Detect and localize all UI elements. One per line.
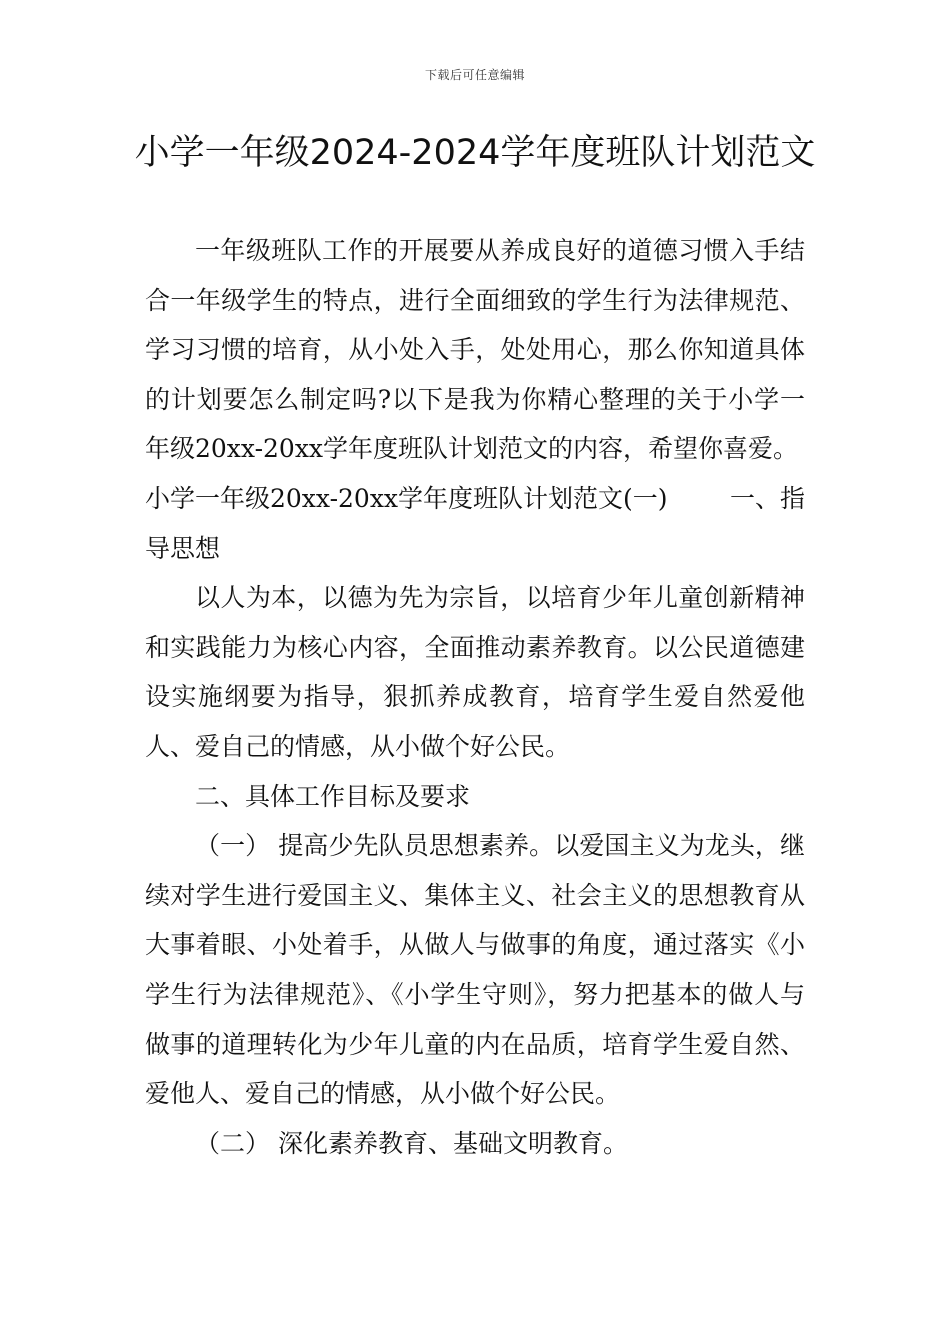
document-body bbox=[145, 226, 805, 1168]
intro-paragraph: 一年级班队工作的开展要从养成良好的道德习惯入手结合一年级学生的特点，进行全面细致的学生行为法律规范、学习习惯的培育，从小处入手，处处用心，那么你知道具体的计划要怎么制定吗?以下是我为你精心整理的关于小学一年级20xx-20xx学年度班队计划范文的内容，希望你喜爱。 bbox=[145, 236, 805, 464]
goals-heading: 二、具体工作目标及要求 bbox=[195, 781, 471, 811]
section-heading-title: 小学一年级20xx-20xx学年度班队计划范文(一) bbox=[145, 483, 668, 513]
section-heading bbox=[145, 474, 805, 524]
page-title: 小学一年级2024-2024学年度班队计划范文 bbox=[134, 133, 816, 173]
section-heading-subtitle-cont: 导思想 bbox=[145, 533, 221, 563]
goal-2-paragraph: （二） 深化素养教育、基础文明教育。 bbox=[195, 1128, 628, 1158]
section-heading-subtitle-start: 一、指 bbox=[729, 483, 805, 513]
goal-1-paragraph: （一） 提高少先队员思想素养。以爱国主义为龙头，继续对学生进行爱国主义、集体主义、社会主义的思想教育从大事着眼、小处着手，从做人与做事的角度，通过落实《小学生行为法律规范》、《小学生守则》，努力把基本的做人与做事的道理转化为少年儿童的内在品质，培育学生爱自然、爱他人、爱自己的情感，从小做个好公民。 bbox=[145, 831, 805, 1109]
guiding-paragraph: 以人为本，以德为先为宗旨，以培育少年儿童创新精神和实践能力为核心内容，全面推动素养教育。以公民道德建设实施纲要为指导，狠抓养成教育，培育学生爱自然爱他人、爱自己的情感，从小做个好公民。 bbox=[145, 583, 805, 761]
header-note: 下载后可任意编辑 bbox=[424, 68, 525, 82]
